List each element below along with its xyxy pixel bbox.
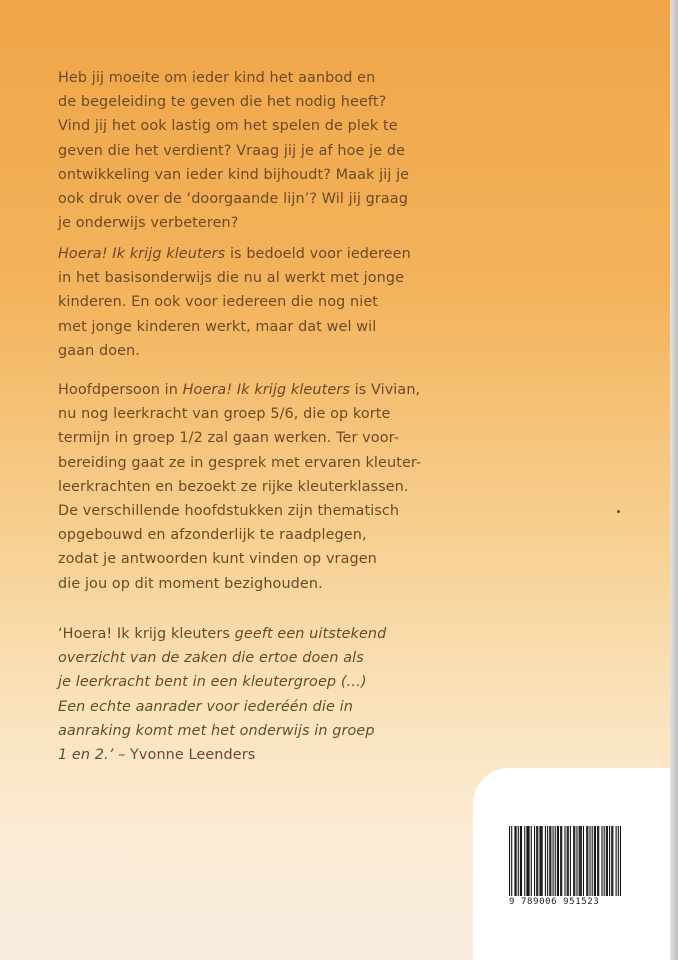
barcode-bar <box>511 826 512 896</box>
text-line: geven die het verdient? Vraag jij je af hoe je de <box>58 142 406 159</box>
barcode-bar <box>547 826 548 896</box>
barcode-bar <box>534 826 535 896</box>
text-line: termijn in groep 1/2 zal gaan werken. Ter voor- <box>58 430 399 447</box>
barcode-bar <box>557 826 558 896</box>
isbn-number: 9 789006 951523 <box>509 897 600 907</box>
text-fragment: Hoofdpersoon in <box>58 382 183 398</box>
text-line: je onderwijs verbeteren? <box>58 215 239 232</box>
text-fragment: is bedoeld voor iedereen <box>225 246 411 262</box>
book-title: Hoera! Ik krijg kleuters <box>58 246 226 262</box>
barcode-bar <box>576 826 577 896</box>
barcode-bar <box>597 826 598 896</box>
barcode-bar <box>520 826 521 896</box>
barcode-bar <box>583 826 584 896</box>
quote-fragment: 1 en 2.’ <box>58 747 114 764</box>
book-page-edge <box>670 0 678 960</box>
barcode-bar <box>601 826 602 896</box>
barcode-bar <box>616 826 617 896</box>
text-fragment: is Vivian, <box>349 382 421 398</box>
barcode-bar <box>516 826 517 896</box>
barcode-bar <box>579 826 580 896</box>
text-line: bereiding gaat ze in gesprek met ervaren kleuter- <box>58 454 422 471</box>
barcode-bar <box>560 826 561 896</box>
barcode-bars <box>509 826 621 896</box>
barcode-bar <box>558 826 559 896</box>
text-line <box>58 743 438 767</box>
barcode-bar <box>537 826 538 896</box>
barcode-bar <box>589 826 590 896</box>
barcode-bar <box>545 826 546 896</box>
barcode-bar <box>606 826 607 896</box>
text-line: gaan doen. <box>58 342 140 359</box>
barcode-bar <box>609 826 610 896</box>
barcode-bar <box>592 826 593 896</box>
barcode-bar <box>581 826 582 896</box>
barcode-bar <box>595 826 596 896</box>
barcode-bar <box>618 826 619 896</box>
text-line: Heb jij moeite om ieder kind het aanbod en <box>58 70 376 86</box>
audience-paragraph <box>58 242 438 363</box>
barcode-bar <box>580 826 581 896</box>
barcode-bar <box>574 826 575 896</box>
text-line <box>58 242 438 266</box>
barcode-bar <box>541 826 542 896</box>
barcode-bar <box>542 826 543 896</box>
text-line: aanraking komt met het onderwijs in groep <box>58 722 375 739</box>
quote-fragment: ‘Hoera! Ik krijg kleuters <box>58 626 235 642</box>
barcode-bar <box>514 826 515 896</box>
barcode-bar <box>521 826 522 896</box>
text-line <box>58 378 438 402</box>
barcode-bar <box>620 826 621 896</box>
barcode-bar <box>607 826 608 896</box>
print-speck <box>617 510 620 513</box>
barcode-bar <box>561 826 562 896</box>
barcode-bar <box>529 826 530 896</box>
text-line: leerkrachten en bezoekt ze rijke kleuterklassen. <box>58 478 409 495</box>
barcode-bar <box>549 826 550 896</box>
text-line <box>58 622 438 646</box>
barcode-bar <box>612 826 613 896</box>
content-paragraph <box>58 378 438 596</box>
text-line: overzicht van de zaken die ertoe doen als <box>58 650 364 667</box>
barcode-bar <box>594 826 595 896</box>
barcode-bar <box>573 826 574 896</box>
text-line: Een echte aanrader voor iederéén die in <box>58 698 353 715</box>
text-line: opgebouwd en afzonderlijk te raadplegen, <box>58 527 367 544</box>
barcode-bar <box>570 826 571 896</box>
text-line: je leerkracht bent in een kleutergroep (…) <box>58 674 367 691</box>
text-line: ook druk over de ‘doorgaande lijn’? Wil jij graag <box>58 191 408 208</box>
text-line: ontwikkeling van ieder kind bijhoudt? Maak jij je <box>58 166 410 183</box>
barcode-bar <box>531 826 532 896</box>
text-line: nu nog leerkracht van groep 5/6, die op korte <box>58 406 391 423</box>
text-line: die jou op dit moment bezighouden. <box>58 575 323 592</box>
barcode <box>509 826 621 907</box>
text-line: Vind jij het ook lastig om het spelen de plek te <box>58 118 398 135</box>
barcode-bar <box>567 826 568 896</box>
barcode-bar <box>553 826 554 896</box>
barcode-bar <box>586 826 587 896</box>
barcode-bar <box>568 826 569 896</box>
intro-paragraph <box>58 66 438 235</box>
review-quote <box>58 622 438 767</box>
text-line: kinderen. En ook voor iedereen die nog niet <box>58 294 379 311</box>
text-line: zodat je antwoorden kunt vinden op vragen <box>58 551 377 568</box>
barcode-bar <box>564 826 565 896</box>
quote-fragment: geeft een uitstekend <box>234 626 387 642</box>
barcode-bar <box>509 826 510 896</box>
quote-attribution: – Yvonne Leenders <box>113 747 256 764</box>
text-line: in het basisonderwijs die nu al werkt met jonge <box>58 270 405 287</box>
barcode-bar <box>526 826 527 896</box>
text-line: met jonge kinderen werkt, maar dat wel wil <box>58 318 377 335</box>
barcode-bar <box>587 826 588 896</box>
text-line: de begeleiding te geven die het nodig heeft? <box>58 94 387 111</box>
barcode-bar <box>536 826 537 896</box>
barcode-bar <box>539 826 540 896</box>
barcode-bar <box>550 826 551 896</box>
barcode-bar <box>598 826 599 896</box>
barcode-bar <box>604 826 605 896</box>
barcode-bar <box>518 826 519 896</box>
barcode-bar <box>524 826 525 896</box>
barcode-bar <box>611 826 612 896</box>
barcode-bar <box>555 826 556 896</box>
barcode-bar <box>527 826 528 896</box>
book-title: Hoera! Ik krijg kleuters <box>182 382 350 398</box>
text-line: De verschillende hoofdstukken zijn thematisch <box>58 503 400 520</box>
